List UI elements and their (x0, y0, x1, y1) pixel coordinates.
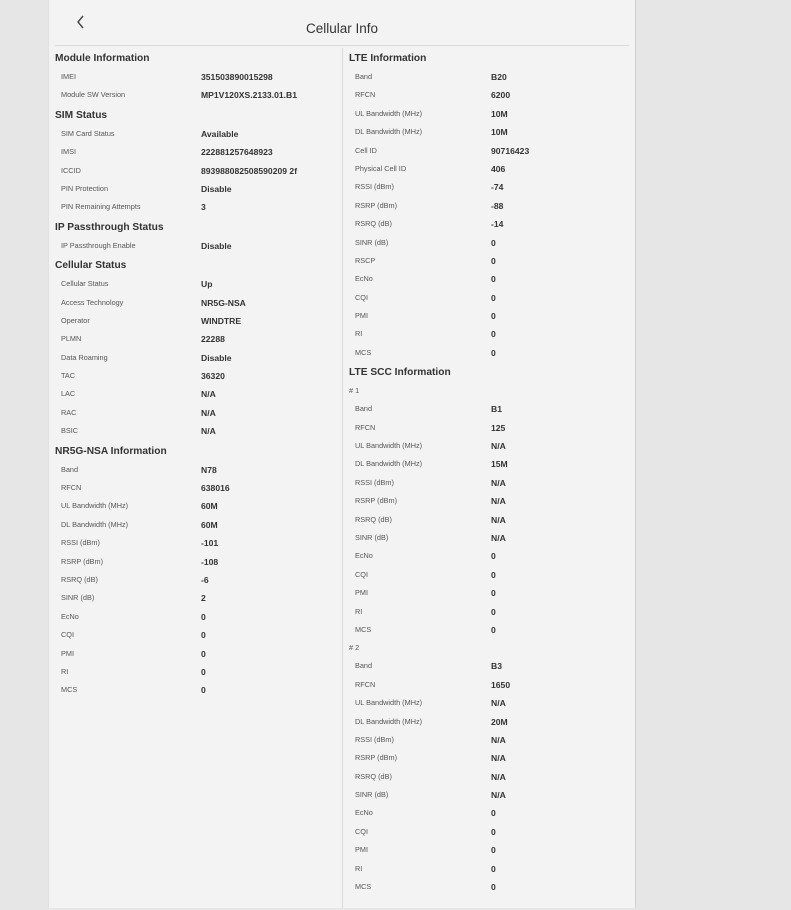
cellular-info-panel (48, 0, 636, 908)
field-value: 22288 (201, 334, 225, 345)
field-value: N/A (491, 477, 506, 488)
field-label: PMI (61, 648, 74, 658)
field-label: RFCN (61, 483, 82, 493)
field-label: RSSI (dBm) (355, 734, 394, 744)
field-label: TAC (61, 371, 76, 381)
field-value: 0 (491, 588, 496, 599)
field-label: Physical Cell ID (355, 163, 407, 173)
field-value: 0 (491, 347, 496, 358)
lte-scc-information-2-row-ul-bandwidth-mhz (349, 694, 635, 712)
lte-information-row-rssi-dbm (349, 178, 635, 196)
field-label: IMEI (61, 72, 76, 81)
lte-information-row-ecno (349, 270, 635, 288)
field-value: 0 (491, 624, 496, 635)
field-value: N/A (491, 514, 506, 525)
field-label: RSRP (dBm) (355, 753, 398, 763)
field-label: DL Bandwidth (MHz) (355, 127, 423, 137)
field-value: 0 (491, 551, 496, 562)
field-label: SIM Card Status (61, 128, 115, 138)
lte-scc-information-2-row-cqi (349, 823, 635, 841)
field-value: N/A (491, 441, 506, 452)
lte-scc-information-2-row-rsrq-db (349, 768, 635, 786)
field-value: B20 (491, 72, 507, 82)
nr5g-nsa-information-heading: NR5G-NSA Information (55, 445, 167, 457)
field-value: 0 (491, 237, 496, 248)
field-value: NR5G-NSA (201, 297, 246, 308)
page-title: Cellular Info (305, 21, 379, 36)
field-value: 0 (201, 648, 206, 659)
nr5g-nsa-information-row-rfcn (55, 479, 342, 497)
field-label: MCS (355, 624, 372, 634)
field-value: B3 (491, 661, 502, 672)
lte-scc-information-2-row-sinr-db (349, 786, 635, 804)
field-value: 60M (201, 519, 218, 530)
field-label: RAC (61, 407, 77, 417)
field-label: RSRQ (dB) (355, 771, 392, 781)
nr5g-nsa-information-row-rssi-dbm (55, 534, 342, 552)
lte-information-row-cell-id (349, 142, 635, 160)
field-value: 406 (491, 163, 506, 174)
field-value: 0 (491, 274, 496, 285)
nr5g-nsa-information-row-cqi (55, 626, 342, 644)
lte-information-row-rfcn (349, 86, 635, 104)
field-value: N/A (491, 753, 506, 764)
field-label: RSSI (dBm) (355, 477, 394, 487)
lte-scc-information-1-row-band (349, 400, 635, 418)
field-value: -101 (201, 538, 219, 549)
lte-scc-information-2-row-mcs (349, 878, 635, 896)
lte-scc-information-2-row-dl-bandwidth-mhz (349, 713, 635, 731)
field-value: 0 (491, 569, 496, 580)
field-label: RSRQ (dB) (355, 219, 392, 229)
field-label: RSSI (dBm) (355, 182, 394, 192)
field-label: RSCP (355, 255, 376, 265)
field-label: RSRP (dBm) (61, 556, 104, 566)
field-value: N/A (201, 426, 216, 437)
nr5g-nsa-information-row-rsrp-dbm (55, 553, 342, 571)
field-label: Access Technology (61, 297, 124, 307)
lte-scc-information-2-row-ecno (349, 804, 635, 822)
field-value: 6200 (491, 90, 511, 101)
lte-scc-information-2-row-rfcn (349, 676, 635, 694)
field-label: RSRQ (dB) (355, 514, 392, 524)
field-value: 0 (491, 863, 496, 874)
title-divider (55, 45, 629, 46)
field-value: 222881257648923 (201, 147, 273, 158)
field-value: -14 (491, 219, 504, 230)
field-value: 0 (491, 826, 496, 837)
field-label: Band (355, 661, 373, 671)
field-label: IMSI (61, 147, 76, 157)
field-label: Band (355, 72, 373, 81)
field-label: UL Bandwidth (MHz) (355, 698, 423, 708)
cellular-status-row-cellular-status (55, 275, 342, 293)
lte-scc-information-1-row-rsrp-dbm (349, 492, 635, 510)
field-value: N/A (491, 496, 506, 507)
module-information-row-imei (55, 68, 342, 86)
lte-information-row-ul-bandwidth-mhz (349, 105, 635, 123)
lte-information-row-physical-cell-id (349, 160, 635, 178)
field-label: BSIC (61, 426, 79, 436)
cellular-status-row-access-technology (55, 294, 342, 312)
lte-information-heading: LTE Information (349, 53, 427, 64)
lte-scc-information-1-row-pmi (349, 584, 635, 602)
field-label: Band (61, 464, 79, 474)
scc-group-label: # 1 (349, 386, 360, 396)
field-value: Disable (201, 240, 232, 251)
nr5g-nsa-information-row-ecno (55, 608, 342, 626)
field-value: 125 (491, 422, 506, 433)
sim-status-row-imsi (55, 143, 342, 161)
lte-scc-information-1-row-rfcn (349, 419, 635, 437)
lte-scc-information-1-row-ecno (349, 547, 635, 565)
lte-scc-information-1-row-rssi-dbm (349, 474, 635, 492)
field-label: DL Bandwidth (MHz) (61, 519, 129, 529)
lte-scc-information-2-row-pmi (349, 841, 635, 859)
field-value: Available (201, 128, 239, 139)
lte-scc-information-2-row-band (349, 657, 635, 675)
field-value: 0 (201, 666, 206, 677)
lte-information-row-rsrp-dbm (349, 197, 635, 215)
field-value: 36320 (201, 371, 225, 382)
field-label: UL Bandwidth (MHz) (61, 501, 129, 511)
field-value: 20M (491, 716, 508, 727)
field-value: -88 (491, 200, 504, 211)
field-value: 0 (491, 882, 496, 893)
field-label: PIN Remaining Attempts (61, 202, 141, 212)
lte-scc-information-1-row-dl-bandwidth-mhz (349, 455, 635, 473)
field-label: Operator (61, 315, 90, 325)
module-information-row-module-sw-version (55, 86, 342, 104)
field-value: 2 (201, 593, 206, 604)
cellular-status-row-tac (55, 367, 342, 385)
field-value: MP1V120XS.2133.01.B1 (201, 90, 298, 101)
lte-scc-information-2-row-rsrp-dbm (349, 749, 635, 767)
field-label: EcNo (355, 551, 373, 561)
field-label: PLMN (61, 334, 82, 344)
field-value: 0 (201, 685, 206, 696)
field-value: 638016 (201, 483, 230, 494)
lte-scc-information-heading: LTE SCC Information (349, 367, 451, 379)
lte-information-row-band (349, 68, 635, 86)
lte-scc-information-1-row-cqi (349, 566, 635, 584)
lte-scc-information-1-row-mcs (349, 621, 635, 639)
right-column (349, 48, 635, 896)
field-label: IP Passthrough Enable (61, 240, 136, 250)
field-label: RFCN (355, 422, 376, 432)
field-label: SINR (dB) (355, 532, 389, 542)
field-value: 90716423 (491, 145, 530, 156)
lte-information-row-cqi (349, 289, 635, 307)
field-label: MCS (355, 882, 372, 892)
field-value: 0 (491, 606, 496, 617)
field-value: Disable (201, 183, 232, 194)
field-value: 0 (201, 611, 206, 622)
field-label: CQI (61, 630, 74, 640)
field-value: N/A (201, 389, 216, 400)
field-label: CQI (355, 826, 368, 836)
lte-scc-information-2-row-rssi-dbm (349, 731, 635, 749)
nr5g-nsa-information-row-ul-bandwidth-mhz (55, 497, 342, 515)
field-label: PMI (355, 845, 368, 855)
field-label: RI (355, 329, 363, 339)
field-value: Up (201, 279, 213, 290)
field-value: B1 (491, 404, 502, 415)
field-value: 1650 (491, 679, 511, 690)
field-value: 3 (201, 202, 206, 213)
field-label: CQI (355, 292, 368, 302)
cellular-status-heading: Cellular Status (55, 260, 127, 272)
field-value: 351503890015298 (201, 72, 273, 82)
sim-status-row-pin-protection (55, 180, 342, 198)
field-label: UL Bandwidth (MHz) (355, 441, 423, 451)
field-value: WINDTRE (201, 315, 242, 326)
module-information-heading: Module Information (55, 53, 150, 64)
lte-information-row-rscp (349, 252, 635, 270)
cellular-status-row-plmn (55, 330, 342, 348)
field-label: Module SW Version (61, 90, 126, 100)
field-value: 15M (491, 459, 508, 470)
column-divider (342, 48, 343, 908)
field-label: EcNo (61, 611, 79, 621)
nr5g-nsa-information-row-sinr-db (55, 589, 342, 607)
field-label: Cell ID (355, 145, 377, 155)
field-label: Band (355, 404, 373, 414)
field-label: RSRP (dBm) (355, 200, 398, 210)
field-value: 0 (491, 255, 496, 266)
field-value: -74 (491, 182, 504, 193)
field-value: -108 (201, 556, 219, 567)
field-value: N/A (491, 734, 506, 745)
lte-information-row-sinr-db (349, 234, 635, 252)
field-label: DL Bandwidth (MHz) (355, 716, 423, 726)
field-label: RI (61, 666, 69, 676)
lte-scc-information-1-row-sinr-db (349, 529, 635, 547)
lte-scc-information-1-row-ul-bandwidth-mhz (349, 437, 635, 455)
field-label: MCS (355, 347, 372, 357)
cellular-status-row-bsic (55, 422, 342, 440)
nr5g-nsa-information-row-pmi (55, 645, 342, 663)
nr5g-nsa-information-row-dl-bandwidth-mhz (55, 516, 342, 534)
field-value: 0 (491, 808, 496, 819)
field-value: 0 (491, 292, 496, 303)
nr5g-nsa-information-row-mcs (55, 681, 342, 699)
cellular-status-row-rac (55, 404, 342, 422)
field-label: EcNo (355, 274, 373, 284)
left-column (55, 48, 342, 700)
field-value: 893988082508590209 2f (201, 165, 298, 176)
field-value: 0 (491, 845, 496, 856)
field-label: EcNo (355, 808, 373, 818)
field-label: PMI (355, 588, 368, 598)
nr5g-nsa-information-row-ri (55, 663, 342, 681)
field-value: N/A (491, 698, 506, 709)
field-value: N/A (201, 407, 216, 418)
lte-information-row-dl-bandwidth-mhz (349, 123, 635, 141)
scc-group-label: # 2 (349, 643, 360, 653)
nr5g-nsa-information-row-band (55, 461, 342, 479)
lte-scc-information-2-row-ri (349, 860, 635, 878)
field-label: CQI (355, 569, 368, 579)
field-label: SINR (dB) (355, 237, 389, 247)
field-value: N78 (201, 464, 217, 475)
lte-scc-information-1-row-rsrq-db (349, 511, 635, 529)
sim-status-row-pin-remaining-attempts (55, 198, 342, 216)
sim-status-row-sim-card-status (55, 125, 342, 143)
field-label: RI (355, 863, 363, 873)
field-label: RI (355, 606, 363, 616)
lte-information-row-mcs (349, 344, 635, 362)
field-label: PIN Protection (61, 183, 109, 193)
field-label: MCS (61, 685, 78, 695)
ip-passthrough-status-heading: IP Passthrough Status (55, 221, 164, 233)
field-label: RFCN (355, 90, 376, 100)
lte-scc-information-1-row-ri (349, 603, 635, 621)
field-value: 10M (491, 127, 508, 138)
sim-status-row-iccid (55, 162, 342, 180)
field-value: 60M (201, 501, 218, 512)
field-value: N/A (491, 790, 506, 801)
field-value: 0 (201, 630, 206, 641)
nr5g-nsa-information-row-rsrq-db (55, 571, 342, 589)
field-label: SINR (dB) (61, 593, 95, 603)
field-value: 10M (491, 108, 508, 119)
field-label: PMI (355, 311, 368, 321)
field-value: 0 (491, 311, 496, 322)
field-label: DL Bandwidth (MHz) (355, 459, 423, 469)
field-value: N/A (491, 771, 506, 782)
sim-status-heading: SIM Status (55, 109, 108, 121)
cellular-status-row-lac (55, 385, 342, 403)
field-label: RSRP (dBm) (355, 496, 398, 506)
field-label: Cellular Status (61, 279, 109, 289)
field-value: N/A (491, 532, 506, 543)
field-value: Disable (201, 352, 232, 363)
field-label: UL Bandwidth (MHz) (355, 108, 423, 118)
field-label: Data Roaming (61, 352, 108, 362)
field-label: RFCN (355, 679, 376, 689)
lte-information-row-rsrq-db (349, 215, 635, 233)
lte-information-row-ri (349, 325, 635, 343)
field-label: SINR (dB) (355, 790, 389, 800)
field-label: RSRQ (dB) (61, 574, 98, 584)
field-label: ICCID (61, 165, 81, 175)
field-value: -6 (201, 574, 209, 585)
field-value: 0 (491, 329, 496, 340)
cellular-status-row-data-roaming (55, 349, 342, 367)
cellular-status-row-operator (55, 312, 342, 330)
field-label: RSSI (dBm) (61, 538, 100, 548)
field-label: LAC (61, 389, 76, 399)
lte-information-row-pmi (349, 307, 635, 325)
ip-passthrough-status-row-ip-passthrough-enable (55, 237, 342, 255)
